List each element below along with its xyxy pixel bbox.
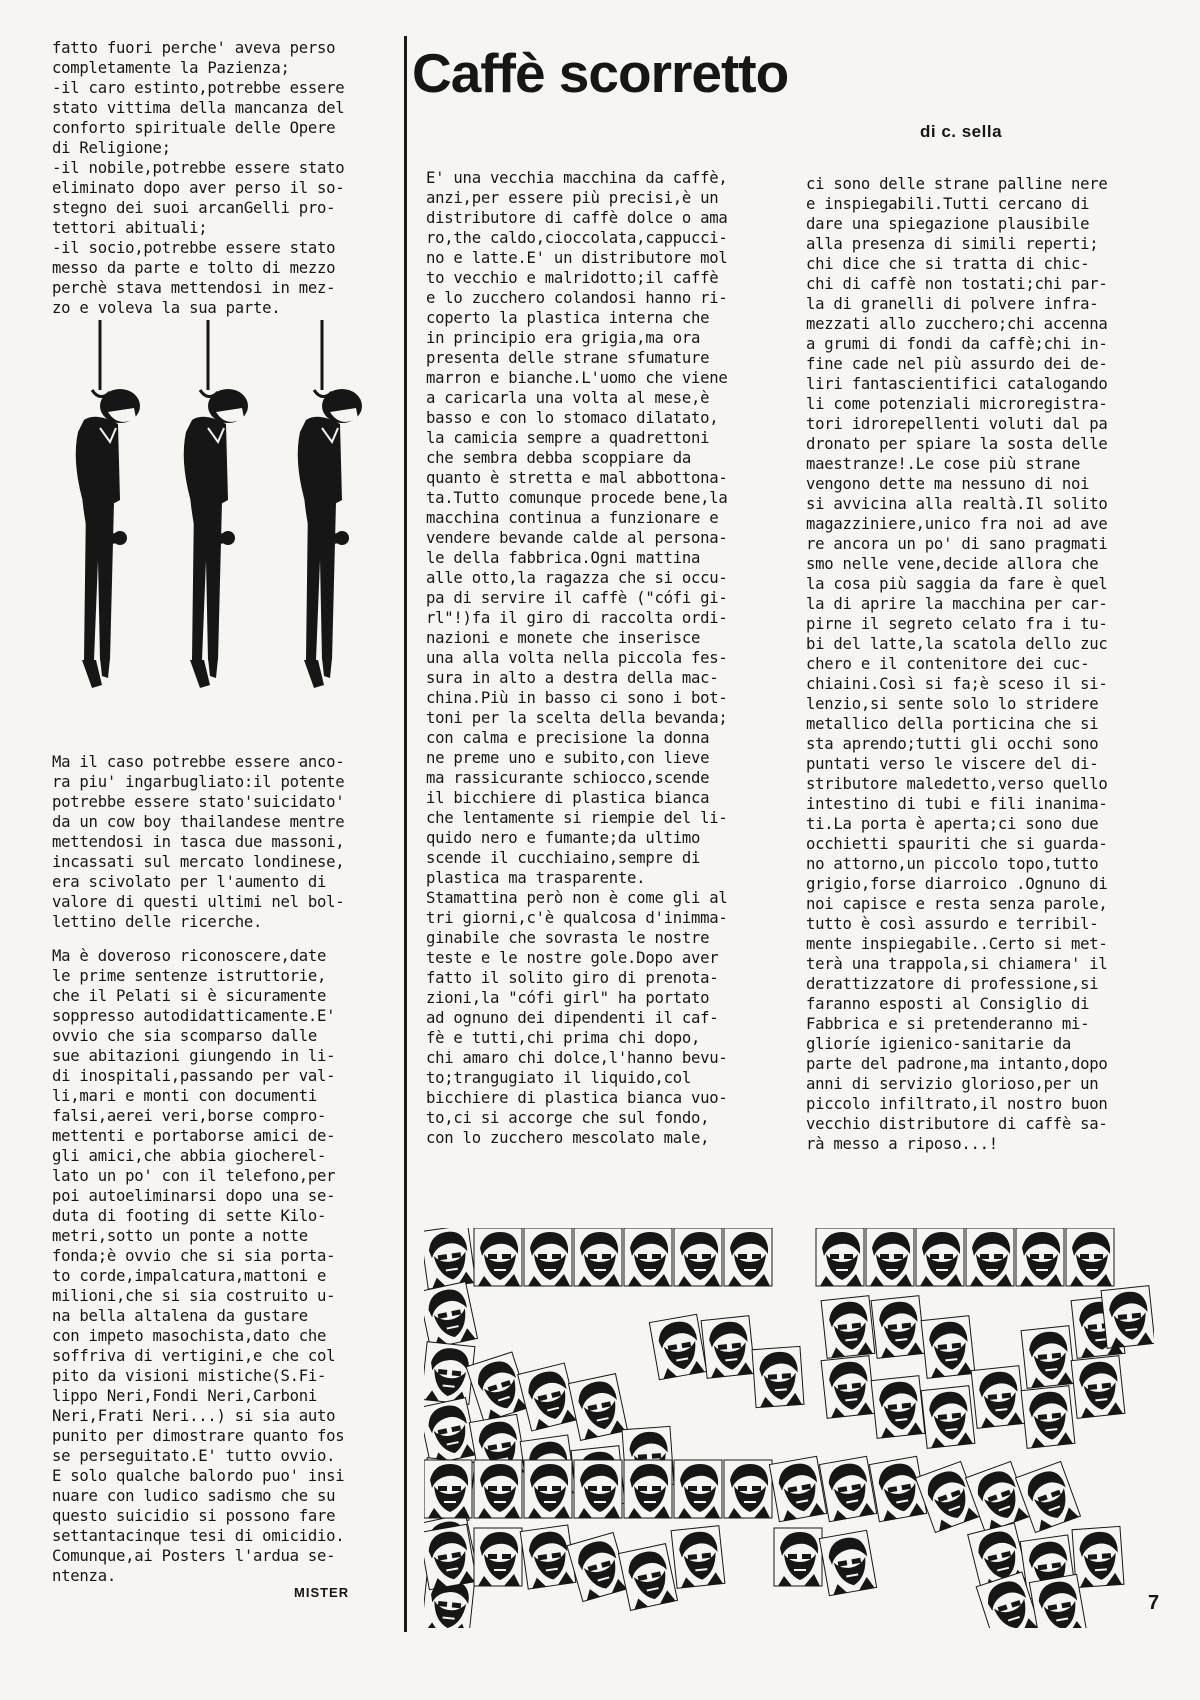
left-column-paragraph-1: Ma il caso potrebbe essere anco- ra piu' ingarbugliato:il potente potrebbe essere stato'suicidato' da un cow boy thailandese mentre mettendosi in tasca due massoni, incassati sul mercato londinese, era scivolato per l'aumento di valore di questi ultimi nel bol- lettino delle ricerche.: [52, 753, 345, 931]
article-title: Caffè scorretto: [412, 42, 789, 104]
right-column-text: ci sono delle strane palline nere e inspiegabili.Tutti cercano di dare una spiegazione plausibile alla presenza di simili reperti; chi dice che si tratta di chic- chi di caffè non tostati;chi par- la di granelli di polvere infra- mezzati allo zucchero;chi accenna a grumi di fondi da caffè;chi in- fine cade nel più assurdo dei de- liri fantascientifici catalogando li come potenziali microregistra- tori idrorepellenti voluti dal pa dronato per spiare la sosta delle maestranze!.Le cose più strane vengono dette ma nessuno di noi si avvicina alla realtà.Il solito magazziniere,unico fra noi ad ave re ancora un po' di sano pragmati smo nelle vene,decide allora che la cosa più saggia da fare è quel la di aprire la macchina per car- pirne il segreto celato fra i tu- bi del latte,la scatola dello zuc chero e il contenitore dei cuc- chiaini.Così si fa;è sceso il si- lenzio,si sente solo lo stridere metallico della porticina che si sta aprendo;tutti gli occhi sono puntati verso le viscere del di- stributore maledetto,verso quello intestino di tubi e fili inanima- ti.La porta è aperta;ci sono due occhietti spauriti che si guarda- no attorno,un piccolo topo,tutto grigio,forse diarroico .Ognuno di noi capisce e resta senza parole, tutto è così assurdo e terribil- mente inspiegabile..Certo si met- terà una trappola,si chiamera' il derattizzatore di professione,si faranno esposti al Consiglio di Fabbrica e si pretenderanno mi- glioríe igienico-sanitarie da parte del padrone,ma intanto,dopo anni di servizio glorioso,per un piccolo infiltrato,il nostro buon vecchio distributore di caffè sa- rà messo a riposo...!: [806, 175, 1108, 1153]
portrait-collage-image: [424, 1228, 1154, 1628]
left-column-paragraph-2: Ma è doveroso riconoscere,date le prime sentenze istruttorie, che il Pelati si è sicuramente soppresso autodidatticamente.E' ovvio che sia scomparso dalle sue abitazioni giungendo in li- di inospitali,passando per val- li,mari e monti con documenti falsi,aerei veri,borse compro- mettenti e portaborse amici de- gli amici,che abbia giocherel- lato un po' con il telefono,per poi autoeliminarsi dopo una se- duta di footing di sette Kilo- metri,sotto un ponte a notte fonda;è ovvio che si sia porta- to corde,impalcatura,mattoni e milioni,che si sia costruito u- na bella altalena da gustare con impeto masochista,dato che soffriva di vertigini,e che col pito da visioni mistiche(S.Fi- lippo Neri,Fondi Neri,Carboni Neri,Frati Neri...) si sia auto punito per dimostrare quanto fos se perseguitato.E' tutto ovvio. E solo qualche balordo puo' insi nuare con ludico sadismo che su questo suicidio si possono fare settantacinque tesi di omicidio. Comunque,ai Posters l'ardua se- ntenza.: [52, 947, 345, 1585]
left-column-top-text: fatto fuori perche' aveva perso completamente la Pazienza; -il caro estinto,potrebbe essere stato vittima della mancanza del conforto spirituale delle Opere di Religione; -il nobile,potrebbe essere stato eliminato dopo aver perso il so- stegno dei suoi arcanGelli pro- tettori abituali; -il socio,potrebbe essere stato messo da parte e tolto di mezzo perchè stava mettendosi in mez- zo e voleva la sua parte.: [52, 39, 345, 317]
article-byline: di c. sella: [920, 122, 1003, 141]
page-number: 7: [1148, 1592, 1160, 1614]
signature: MISTER: [294, 1585, 350, 1600]
column-divider: [404, 36, 407, 1632]
middle-column-text: E' una vecchia macchina da caffè, anzi,per essere più precisi,è un distributore di caffè dolce o ama ro,the caldo,cioccolata,cappucci- no e latte.E' un distributore mol to vecchio e malridotto;il caffè e lo zucchero colandosi hanno ri- coperto la plastica interna che in principio era grigia,ma ora presenta delle strane sfumature marron e bianche.L'uomo che viene a caricarla una volta al mese,è basso e con lo stomaco dilatato, la camicia sempre a quadrettoni che sembra debba scoppiare da quanto è stretta e mal abbottona- ta.Tutto comunque procede bene,la macchina continua a funzionare e vendere bevande calde al persona- le della fabbrica.Ogni mattina alle otto,la ragazza che si occu- pa di servire il caffè ("cófi gi- rl"!)fa il giro di raccolta ordi- nazioni e monete che inserisce una alla volta nella piccola fes- sura in alto a destra della mac- china.Più in basso ci sono i bot- toni per la scelta della bevanda; con calma e precisione la donna ne preme uno e subito,con lieve ma rassicurante schiocco,scende il bicchiere di plastica bianca che lentamente si riempie del li- quido nero e fumante;da ultimo scende il cucchiaino,sempre di plastica ma trasparente. Stamattina però non è come gli al tri giorni,c'è qualcosa d'inimma- ginabile che sovrasta le nostre teste e le nostre gole.Dopo aver fatto il solito giro di prenota- zioni,la "cófi girl" ha portato ad ognuno dei dipendenti il caf- fè e tutti,chi prima chi dopo, chi amaro chi dolce,l'hanno bevu- to;trangugiato il liquido,col bicchiere di plastica bianca vuo- to,ci si accorge che sul fondo, con lo zucchero mescolato male,: [426, 169, 728, 1147]
hanged-men-illustration: [48, 320, 378, 740]
